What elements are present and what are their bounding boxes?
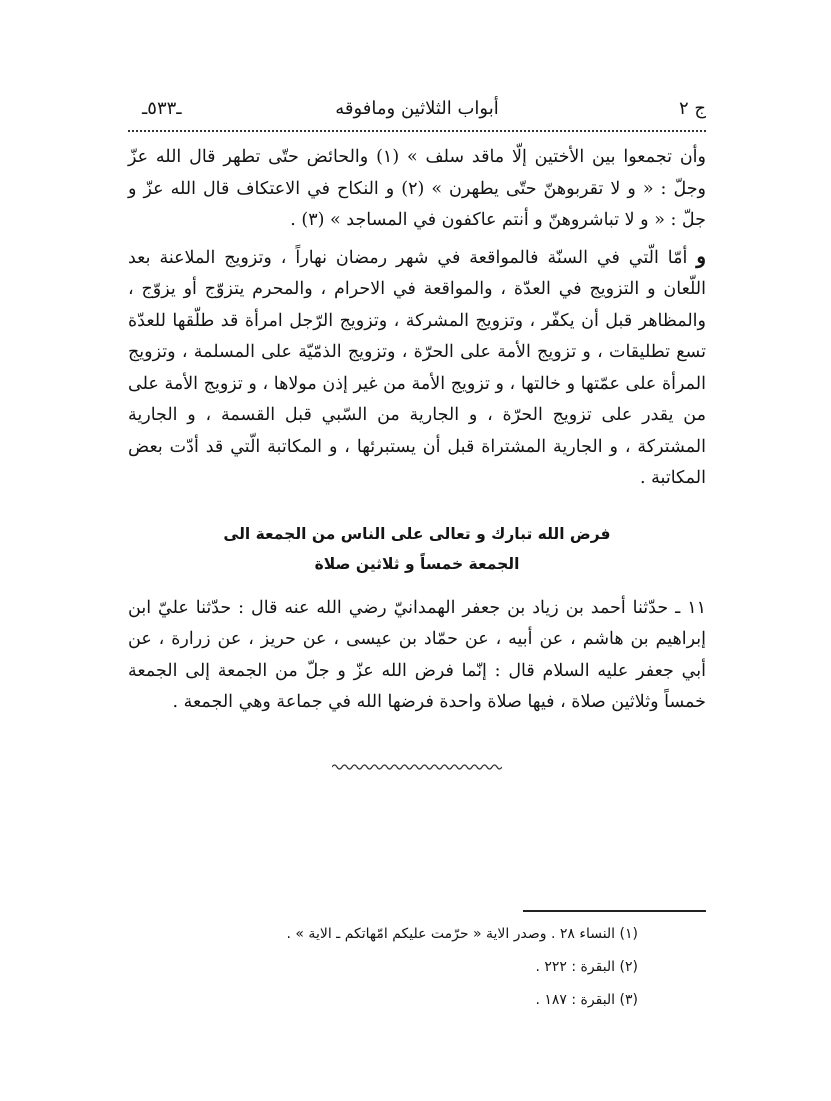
section-heading-line-2: الجمعة خمساً و ثلاثين صلاة [314, 554, 520, 573]
paragraph-1: وأن تجمعوا بين الأختين إلّا ماقد سلف » (١) والحائض حتّى تطهر قال الله عزّ وجلّ : « و لا تقربوهنّ حتّى يطهرن » (٢) و النكاح في الاعتكاف قال الله عزّ و جلّ : « و لا تباشروهنّ و أنتم عاكفون في المساجد » (٣) . [128, 147, 706, 230]
volume-label: ج ٢ [678, 98, 706, 119]
paragraph-2-lead: و [696, 243, 706, 268]
paragraph-2-text: أمّا الّتي في السنّة فالمواقعة في شهر رمضان نهاراً ، وتزويج الملاعنة بعد اللّعان و التزويج في العدّة ، والمواقعة في الاحرام ، والمحرم يتزوّج أو يزوّج ، والمظاهر قبل أن يكفّر ، وتزويج المشركة ، وتزويج الرّجل امرأة قد طلّقها للعدّة تسع تطليقات ، و تزويج الأمة على الحرّة ، وتزويج الذمّيّة على المسلمة ، وتزويج المرأة على عمّتها و خالتها ، و تزويج الأمة من غير إذن مولاها ، و تزويج الأمة على من يقدر على تزويج الحرّة ، و الجارية من السّبي قبل القسمة ، و الجارية المشتركة ، و الجارية المشتراة قبل أن يستبرئها ، و المكاتبة الّتي قد أدّت بعض المكاتبة . [128, 247, 706, 488]
paragraph-2 [128, 241, 706, 495]
paragraph-3: ١١ ـ حدّثنا أحمد بن زياد بن جعفر الهمدانيّ رضي الله عنه قال : حدّثنا عليّ ابن إبراهيم بن هاشم ، عن أبيه ، عن حمّاد بن عيسى ، عن حريز ، عن زرارة ، عن أبي جعفر عليه السلام قال : إنّما فرض الله عزّ و جلّ من الجمعة إلى الجمعة خمساً وثلاثين صلاة ، فيها صلاة واحدة فرضها الله في جماعة وهي الجمعة . [128, 597, 706, 712]
header-divider [128, 130, 706, 132]
running-header [128, 88, 706, 126]
page-content [128, 88, 706, 776]
footnote-1: (١) النساء ٢٨ . وصدر الاية « حرّمت عليكم امّهاتكم ـ الاية » . [286, 926, 638, 942]
footnote-2: (٢) البقرة : ٢٢٢ . [535, 959, 638, 975]
ornament-divider [332, 757, 502, 776]
footnote-3: (٣) البقرة : ١٨٧ . [535, 992, 638, 1008]
chapter-title: أبواب الثلاثين ومافوقه [335, 98, 499, 119]
section-heading-line-1: فرض الله تبارك و تعالى على الناس من الجمعة الى [223, 524, 611, 543]
footnote-divider [523, 910, 706, 912]
page-number: ـ٥٣٣ـ [142, 98, 182, 119]
wavy-line-ornament [332, 762, 502, 772]
footnotes [128, 918, 638, 1017]
section-heading [128, 519, 706, 579]
